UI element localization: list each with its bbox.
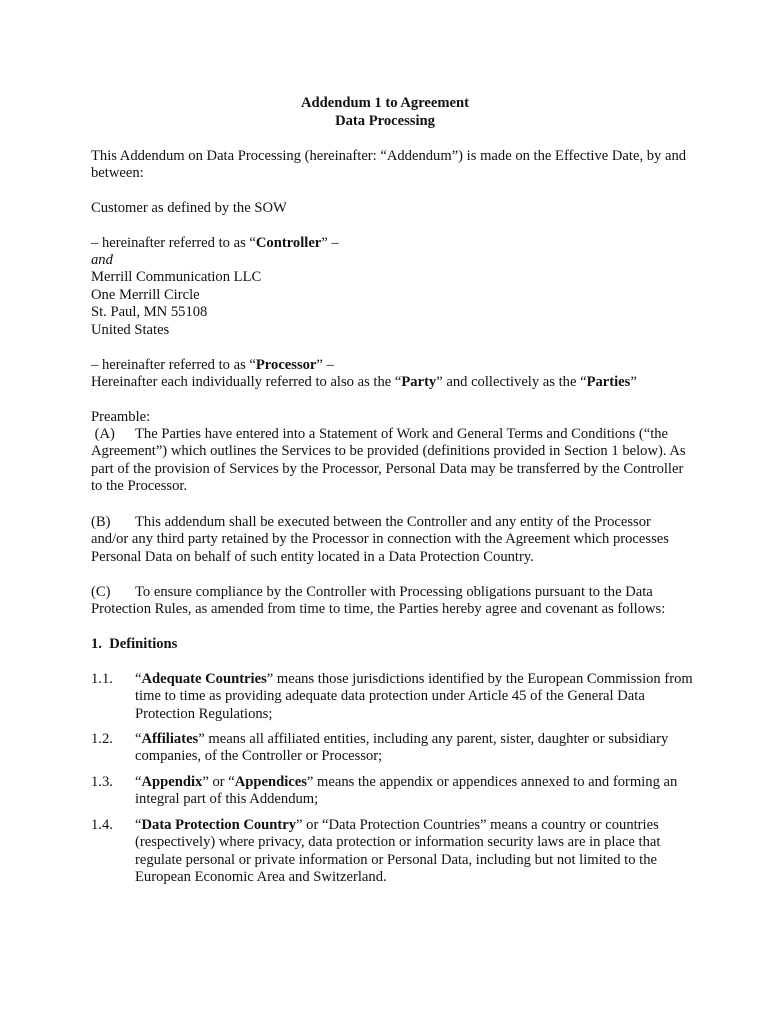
- processor-city: St. Paul, MN 55108: [91, 304, 208, 320]
- preamble-a: (A) The Parties have entered into a Statement of Work and General Terms and Conditions (“the Agreement”) which outlines the Services to be provided (definitions provided in Section 1 below). As part of the provision of Services by the Processor, Personal Data may be transferred by the Controller to the Processor.: [91, 426, 686, 495]
- definition-number: 1.2.: [91, 731, 113, 747]
- preamble-a-marker: (A): [91, 426, 115, 442]
- definition-number: 1.3.: [91, 774, 113, 790]
- processor-country: United States: [91, 322, 170, 338]
- document-title: Addendum 1 to Agreement: [301, 95, 469, 111]
- definition-number: 1.4.: [91, 817, 113, 833]
- document-subtitle: Data Processing: [335, 113, 435, 129]
- processor-street: One Merrill Circle: [91, 287, 200, 303]
- section-heading-definitions: 1. Definitions: [91, 636, 178, 652]
- definition-number: 1.1.: [91, 671, 113, 687]
- preamble-c: (C) To ensure compliance by the Controller with Processing obligations pursuant to the Data Protection Rules, as amended from time to time, the Parties hereby agree and covenant as follows:: [91, 584, 666, 618]
- preamble-b: (B) This addendum shall be executed between the Controller and any entity of the Processor and/or any third party retained by the Processor in connection with the Agreement which processes Personal Data on behalf of such entity located in a Data Protection Country.: [91, 514, 669, 565]
- definition-data-protection-country: “Data Protection Country” or “Data Protection Countries” means a country or countries (respectively) where privacy, data protection or information security laws are in place that regulate personal or private information or Personal Data, including but not limited to the European Economic Area and Switzerland.: [135, 817, 661, 886]
- parties-definition-line: Hereinafter each individually referred to also as the “Party” and collectively as the “Parties”: [91, 374, 637, 390]
- customer-line: Customer as defined by the SOW: [91, 200, 287, 216]
- controller-term: Controller: [255, 235, 322, 251]
- controller-reference: – hereinafter referred to as “Controller” –: [91, 235, 339, 251]
- definition-adequate-countries: “Adequate Countries” means those jurisdictions identified by the European Commission from time to time as providing adequate data protection under Article 45 of the General Data Protection Regulations;: [135, 671, 693, 722]
- intro-paragraph: This Addendum on Data Processing (hereinafter: “Addendum”) is made on the Effective Date, by and between:: [91, 148, 687, 182]
- and-word: and: [91, 252, 113, 268]
- definition-appendix: “Appendix” or “Appendices” means the appendix or appendices annexed to and forming an integral part of this Addendum;: [135, 774, 678, 808]
- preamble-c-marker: (C): [91, 584, 111, 600]
- preamble-label: Preamble:: [91, 409, 151, 425]
- processor-reference: – hereinafter referred to as “Processor” –: [91, 357, 334, 373]
- preamble-b-marker: (B): [91, 514, 111, 530]
- definition-affiliates: “Affiliates” means all affiliated entities, including any parent, sister, daughter or subsidiary companies, of the Controller or Processor;: [135, 731, 669, 765]
- processor-term: Processor: [255, 357, 317, 373]
- processor-name: Merrill Communication LLC: [91, 269, 262, 285]
